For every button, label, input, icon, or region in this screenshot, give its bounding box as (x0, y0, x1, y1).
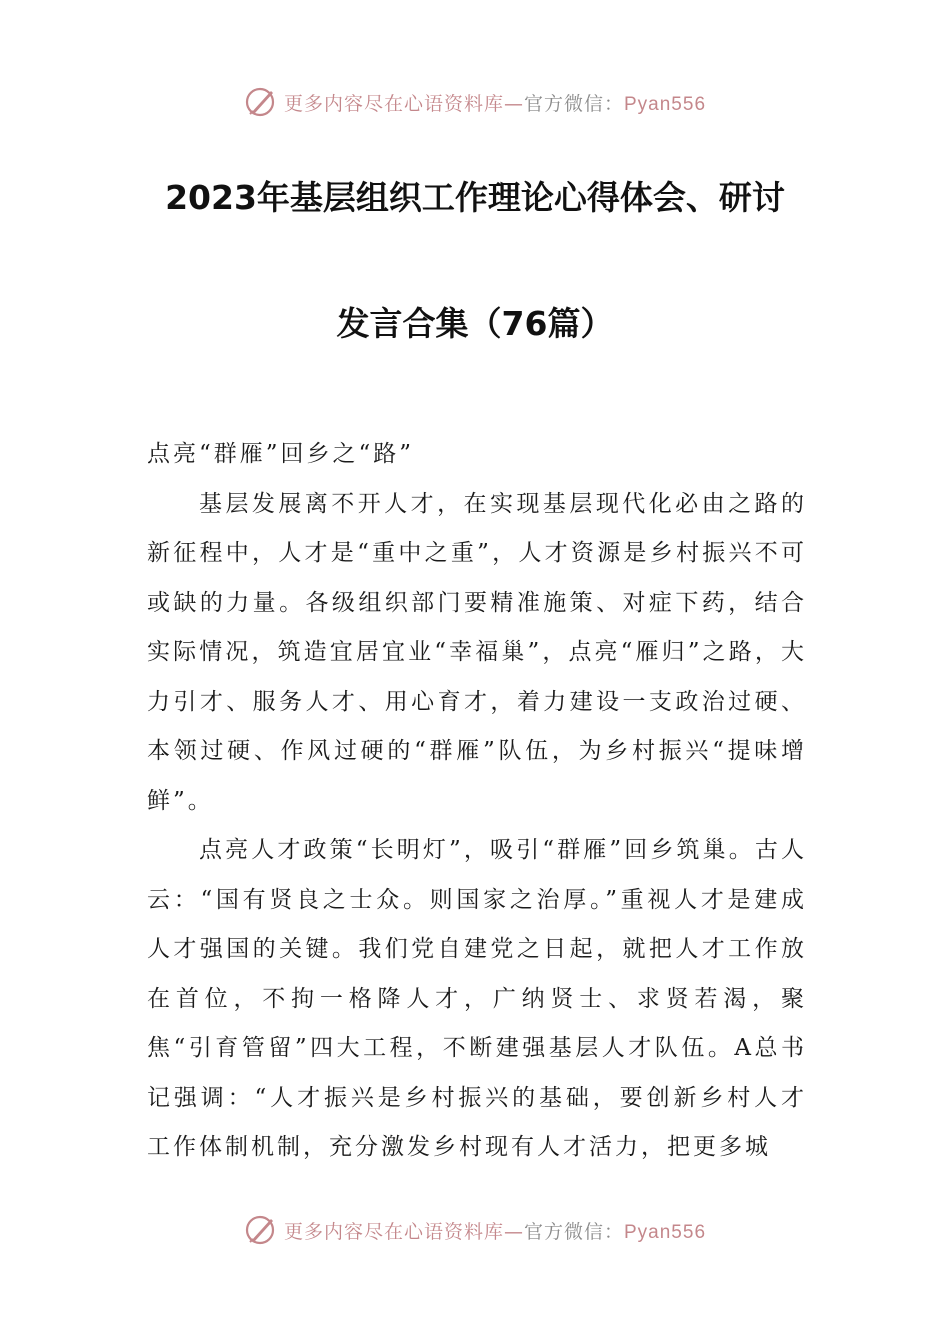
quill-logo-icon (244, 85, 278, 119)
body-paragraph-2: 点亮人才政策“长明灯”，吸引“群雁”回乡筑巢。古人云：“国有贤良之士众。则国家之治厚。”重视人才是建成人才强国的关键。我们党自建党之日起，就把人才工作放在首位，不拘一格降人才，广纳贤士、求贤若渴，聚焦“引育管留”四大工程，不断建强基层人才队伍。A总书记强调：“人才振兴是乡村振兴的基础，要创新乡村人才工作体制机制，充分激发乡村现有人才活力，把更多城 (147, 837, 807, 1160)
banner-wechat-label: 官方微信： (523, 1220, 624, 1243)
section-heading: 点亮“群雁”回乡之“路” (147, 441, 415, 467)
document-title-line2: 发言合集（76篇） (336, 304, 614, 343)
header-banner (0, 82, 950, 122)
banner-dash: — (503, 1220, 524, 1243)
document-body (147, 430, 807, 1173)
body-paragraph-1: 基层发展离不开人才，在实现基层现代化必由之路的新征程中，人才是“重中之重”，人才资源是乡村振兴不可或缺的力量。各级组织部门要精准施策、对症下药，结合实际情况，筑造宜居宜业“幸福巢”，点亮“雁归”之路，大力引才、服务人才、用心育才，着力建设一支政治过硬、本领过硬、作风过硬的“群雁”队伍，为乡村振兴“提味增鲜”。 (147, 490, 807, 814)
footer-banner (0, 1210, 950, 1250)
banner-wechat-id: Pyan556 (624, 93, 707, 115)
banner-text (284, 89, 706, 116)
banner-brand: 更多内容尽在心语资料库 (283, 1220, 504, 1243)
quill-logo-icon (244, 1213, 278, 1247)
banner-brand: 更多内容尽在心语资料库 (283, 92, 504, 115)
banner-dash: — (503, 92, 524, 115)
document-title-line1: 2023年基层组织工作理论心得体会、研讨 (165, 178, 785, 217)
banner-wechat-id: Pyan556 (624, 1221, 707, 1243)
banner-text (284, 1217, 706, 1244)
banner-wechat-label: 官方微信： (523, 92, 624, 115)
